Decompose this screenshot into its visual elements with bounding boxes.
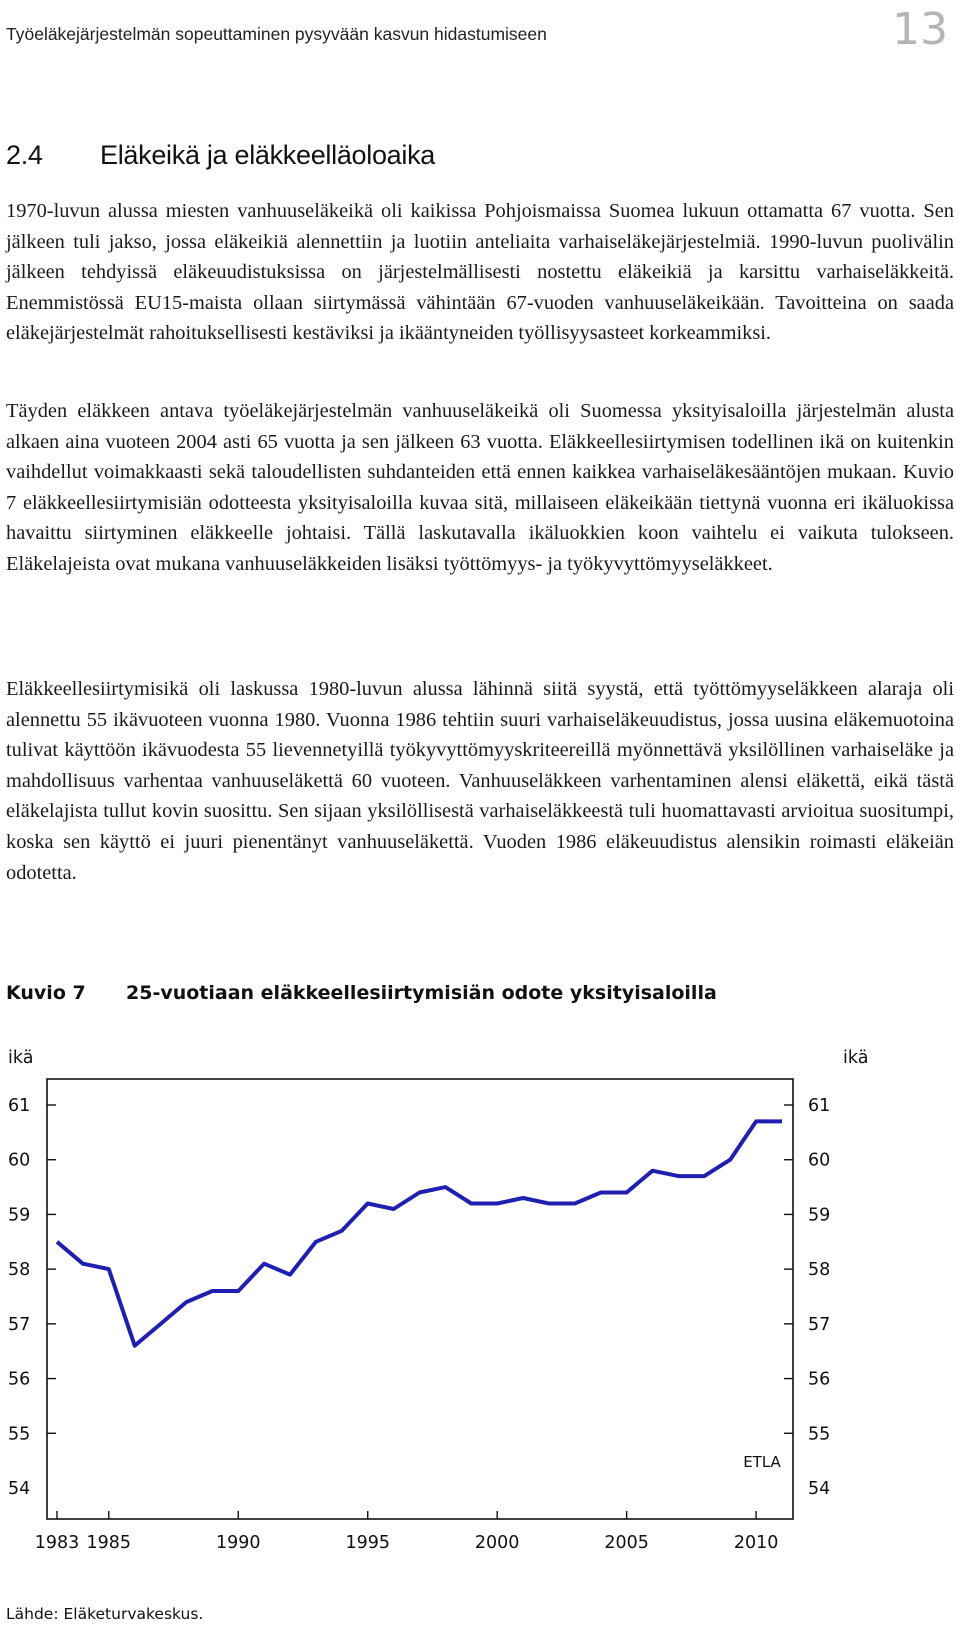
x-tick-label: 2000 xyxy=(474,1533,520,1553)
page-number: 13 xyxy=(892,4,948,55)
y-tick-label-right: 55 xyxy=(808,1424,831,1445)
figure-label: Kuvio 7 xyxy=(6,982,86,1004)
watermark: ETLA xyxy=(743,1453,781,1471)
y-tick-label-right: 58 xyxy=(808,1260,831,1281)
body-paragraph-1: 1970-luvun alussa miesten vanhuuseläkeikä oli kaikissa Pohjoismaissa Suomea lukuun ottamatta 67 vuotta. Sen jälkeen tuli jakso, jossa eläkeikiä alennettiin ja luotiin anteliaita varhaiseläkejärjestelmiä. 1990-luvun puolivälin jälkeen tehdyissä eläkeuudistuksissa on järjestelmällisesti nostettu eläkeikiä ja karsittu varhaiseläkkeitä. Enemmistössä EU15-maista ollaan siirtymässä vähintään 67-vuoden vanhuuseläkeikään. Tavoitteina on saada eläkejärjestelmät rahoituksellisesti kestäviksi ja ikääntyneiden työllisyysasteet korkeammiksi. xyxy=(6,200,954,345)
y-axis-unit-left: ikä xyxy=(8,1048,34,1068)
y-tick-label-right: 56 xyxy=(808,1369,831,1390)
x-ticks xyxy=(35,1511,779,1553)
x-tick-label: 1983 xyxy=(34,1533,80,1553)
x-tick-label: 2010 xyxy=(733,1533,779,1553)
y-ticks-left xyxy=(8,1096,56,1499)
y-tick-label-right: 59 xyxy=(808,1205,831,1226)
running-title: Työeläkejärjestelmän sopeuttaminen pysyvään kasvun hidastumiseen xyxy=(6,24,547,44)
y-ticks-right xyxy=(784,1096,830,1499)
y-tick-label-right: 60 xyxy=(808,1150,831,1171)
section-number: 2.4 xyxy=(6,140,43,170)
y-axis-unit-right: ikä xyxy=(843,1048,869,1068)
series-points xyxy=(57,1121,782,1345)
y-tick-label-left: 61 xyxy=(8,1096,31,1116)
x-tick-label: 1985 xyxy=(86,1533,132,1553)
figure-7 xyxy=(0,960,960,1635)
body-paragraph-3: Eläkkeellesiirtymisikä oli laskussa 1980-luvun alussa lähinnä siitä syystä, että työttömyyseläkkeen alaraja oli alennettu 55 ikävuoteen vuonna 1980. Vuonna 1986 tehtiin suuri varhaiseläkeuudistus, jossa uusina eläkemuotoina tulivat käyttöön ikävuodesta 55 lievennetyillä työkyvyttömyyskriteereillä myönnettävä yksilöllinen varhaiseläke ja mahdollisuus varhentaa vanhuuseläkettä 60 vuoteen. Vanhuuseläkkeen varhentaminen alensi eläkettä, eikä tästä eläkelajista tullut kovin suosittu. Sen sijaan yksilöllisestä varhaiseläkkeestä tuli huomattavasti arvioitua suositumpi, koska sen käyttö ei juuri pienentänyt vanhuuseläkettä. Vuoden 1986 eläkeuudistus alensikin roimasti eläkeiän odotetta. xyxy=(6,678,954,884)
body-paragraph-2: Täyden eläkkeen antava työeläkejärjestelmän vanhuuseläkeikä oli Suomessa yksityisaloilla järjestelmän alusta alkaen aina vuoteen 2004 asti 65 vuotta ja sen jälkeen 63 vuotta. Eläkkeellesiirtymisen todellinen ikä on kuitenkin vaihdellut voimakkaasti sekä taloudellisten suhdanteiden että ennen kaikkea varhaiseläkesääntöjen mukaan. Kuvio 7 eläkkeellesiirtymisiän odotteesta yksityisaloilla kuvaa sitä, millaiseen eläkeikään tiettynä vuonna eri ikäluokissa havaittu siirtyminen eläkkeelle johtaisi. Tällä laskutavalla ikäluokkien koon vaihtelu ei vaikuta tulokseen. Eläkelajeista ovat mukana vanhuuseläkkeiden lisäksi työttömyys- ja työkyvyttömyyseläkkeet. xyxy=(6,400,954,575)
y-tick-label-left: 60 xyxy=(8,1150,31,1171)
y-tick-label-left: 56 xyxy=(8,1369,31,1390)
y-tick-label-right: 61 xyxy=(808,1096,831,1116)
y-tick-label-left: 59 xyxy=(8,1205,31,1226)
y-tick-label-left: 55 xyxy=(8,1424,31,1445)
x-tick-label: 1995 xyxy=(345,1533,390,1553)
plot-frame xyxy=(47,1079,793,1519)
section-title: Eläkeikä ja eläkkeelläoloaika xyxy=(100,140,436,170)
y-tick-label-left: 58 xyxy=(8,1260,31,1281)
page-header xyxy=(6,4,950,55)
line-chart xyxy=(0,960,960,1600)
figure-source: Lähde: Eläketurvakeskus. xyxy=(6,1605,204,1623)
y-tick-label-left: 57 xyxy=(8,1314,31,1335)
section-heading xyxy=(6,140,435,171)
x-tick-label: 2005 xyxy=(604,1533,649,1553)
y-tick-label-left: 54 xyxy=(8,1479,31,1499)
series-line xyxy=(57,1121,782,1345)
figure-title: 25-vuotiaan eläkkeellesiirtymisiän odote yksityisaloilla xyxy=(126,982,717,1004)
y-tick-label-right: 54 xyxy=(808,1479,831,1499)
y-tick-label-right: 57 xyxy=(808,1314,831,1335)
x-tick-label: 1990 xyxy=(215,1533,261,1553)
